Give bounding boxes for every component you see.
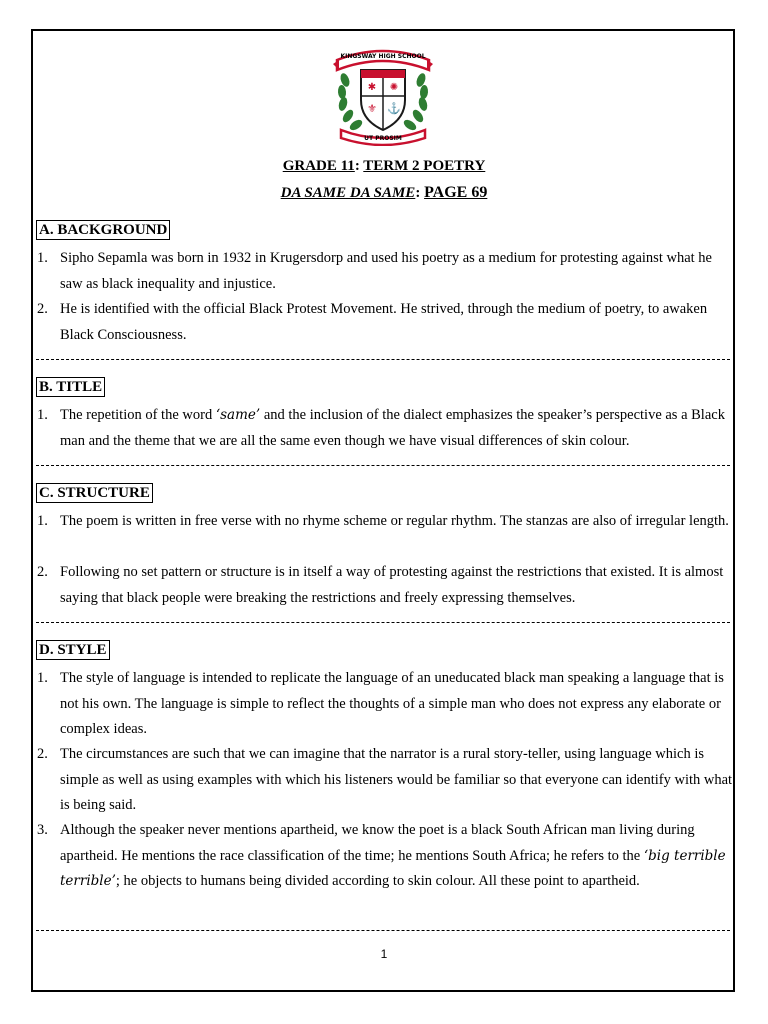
item-text: The style of language is intended to replicate the language of an uneducated black man speaking a language that is not his own. The language is simple to reflect the thoughts of a simple man who does not express any elaborate or complex ideas.: [60, 670, 724, 737]
list-item: [37, 560, 737, 611]
poem-separator: :: [415, 185, 425, 201]
item-text: Sipho Sepamla was born in 1932 in Krugersdorp and used his poetry as a medium for protesting against what he saw as black inequality and injustice.: [60, 250, 712, 292]
item-text: The circumstances are such that we can imagine that the narrator is a rural story-teller, using language which is simple as well as using examples with which his listeners would be familiar so that everyone can identify with what is being said.: [60, 746, 733, 813]
page-reference: PAGE 69: [424, 184, 488, 201]
item-number: 1.: [37, 670, 48, 686]
list-item: [37, 666, 737, 743]
item-text: The poem is written in free verse with no rhyme scheme or regular rhythm. The stanzas are also of irregular length.: [60, 513, 729, 529]
section-divider: [36, 930, 730, 931]
list-item: [37, 742, 737, 819]
item-number: 1.: [37, 513, 48, 529]
poem-title: DA SAME DA SAME: [280, 185, 416, 201]
item-text: Although the speaker never mentions apartheid, we know the poet is a black South African man living during apartheid. He mentions the race classification of the time; he mentions South Africa; he refers to the ‘big terrible terrible’; he objects to humans being divided according to skin colour. All these point to apartheid.: [60, 822, 726, 889]
section-heading-style: D. STYLE: [36, 640, 110, 660]
list-item: [37, 509, 737, 535]
section-heading-structure: C. STRUCTURE: [36, 483, 153, 503]
title-separator: :: [354, 158, 364, 174]
school-crest-logo: [331, 40, 435, 146]
item-number: 2.: [37, 564, 48, 580]
quoted-phrase: ‘big terrible terrible’: [60, 847, 726, 889]
svg-text:KINGSWAY HIGH SCHOOL: KINGSWAY HIGH SCHOOL: [340, 53, 426, 60]
page-number: 1: [380, 947, 388, 961]
svg-text:⚓: ⚓: [387, 103, 401, 115]
section-heading-background: A. BACKGROUND: [36, 220, 170, 240]
grade-label: GRADE 11: [282, 158, 355, 174]
item-number: 2.: [37, 746, 48, 762]
quoted-word: ‘same’: [215, 407, 261, 423]
list-item: [37, 297, 737, 348]
list-item: [37, 403, 737, 454]
list-item: [37, 246, 737, 297]
svg-text:✺: ✺: [389, 82, 399, 93]
section-heading-title: B. TITLE: [36, 377, 105, 397]
svg-text:⚜: ⚜: [367, 103, 377, 115]
item-number: 3.: [37, 822, 48, 838]
section-divider: [36, 465, 730, 466]
item-number: 2.: [37, 301, 48, 317]
svg-text:UT PROSIM: UT PROSIM: [364, 135, 402, 142]
section-divider: [36, 359, 730, 360]
item-text: Following no set pattern or structure is in itself a way of protesting against the restrictions that existed. It is almost saying that black people were breaking the restrictions and freely expressing themselves.: [60, 564, 724, 606]
list-item: [37, 818, 737, 895]
svg-text:✱: ✱: [367, 82, 377, 93]
term-label: TERM 2 POETRY: [363, 158, 486, 174]
section-divider: [36, 622, 730, 623]
poem-title-line: [0, 184, 768, 202]
item-text: He is identified with the official Black Protest Movement. He strived, through the medium of poetry, to awaken Black Consciousness.: [60, 301, 708, 343]
document-title: [0, 158, 768, 175]
item-text: The repetition of the word ‘same’ and the inclusion of the dialect emphasizes the speaker’s perspective as a Black man and the theme that we are all the same even though we have visual differences of skin colour.: [60, 407, 725, 449]
item-number: 1.: [37, 407, 48, 423]
item-number: 1.: [37, 250, 48, 266]
